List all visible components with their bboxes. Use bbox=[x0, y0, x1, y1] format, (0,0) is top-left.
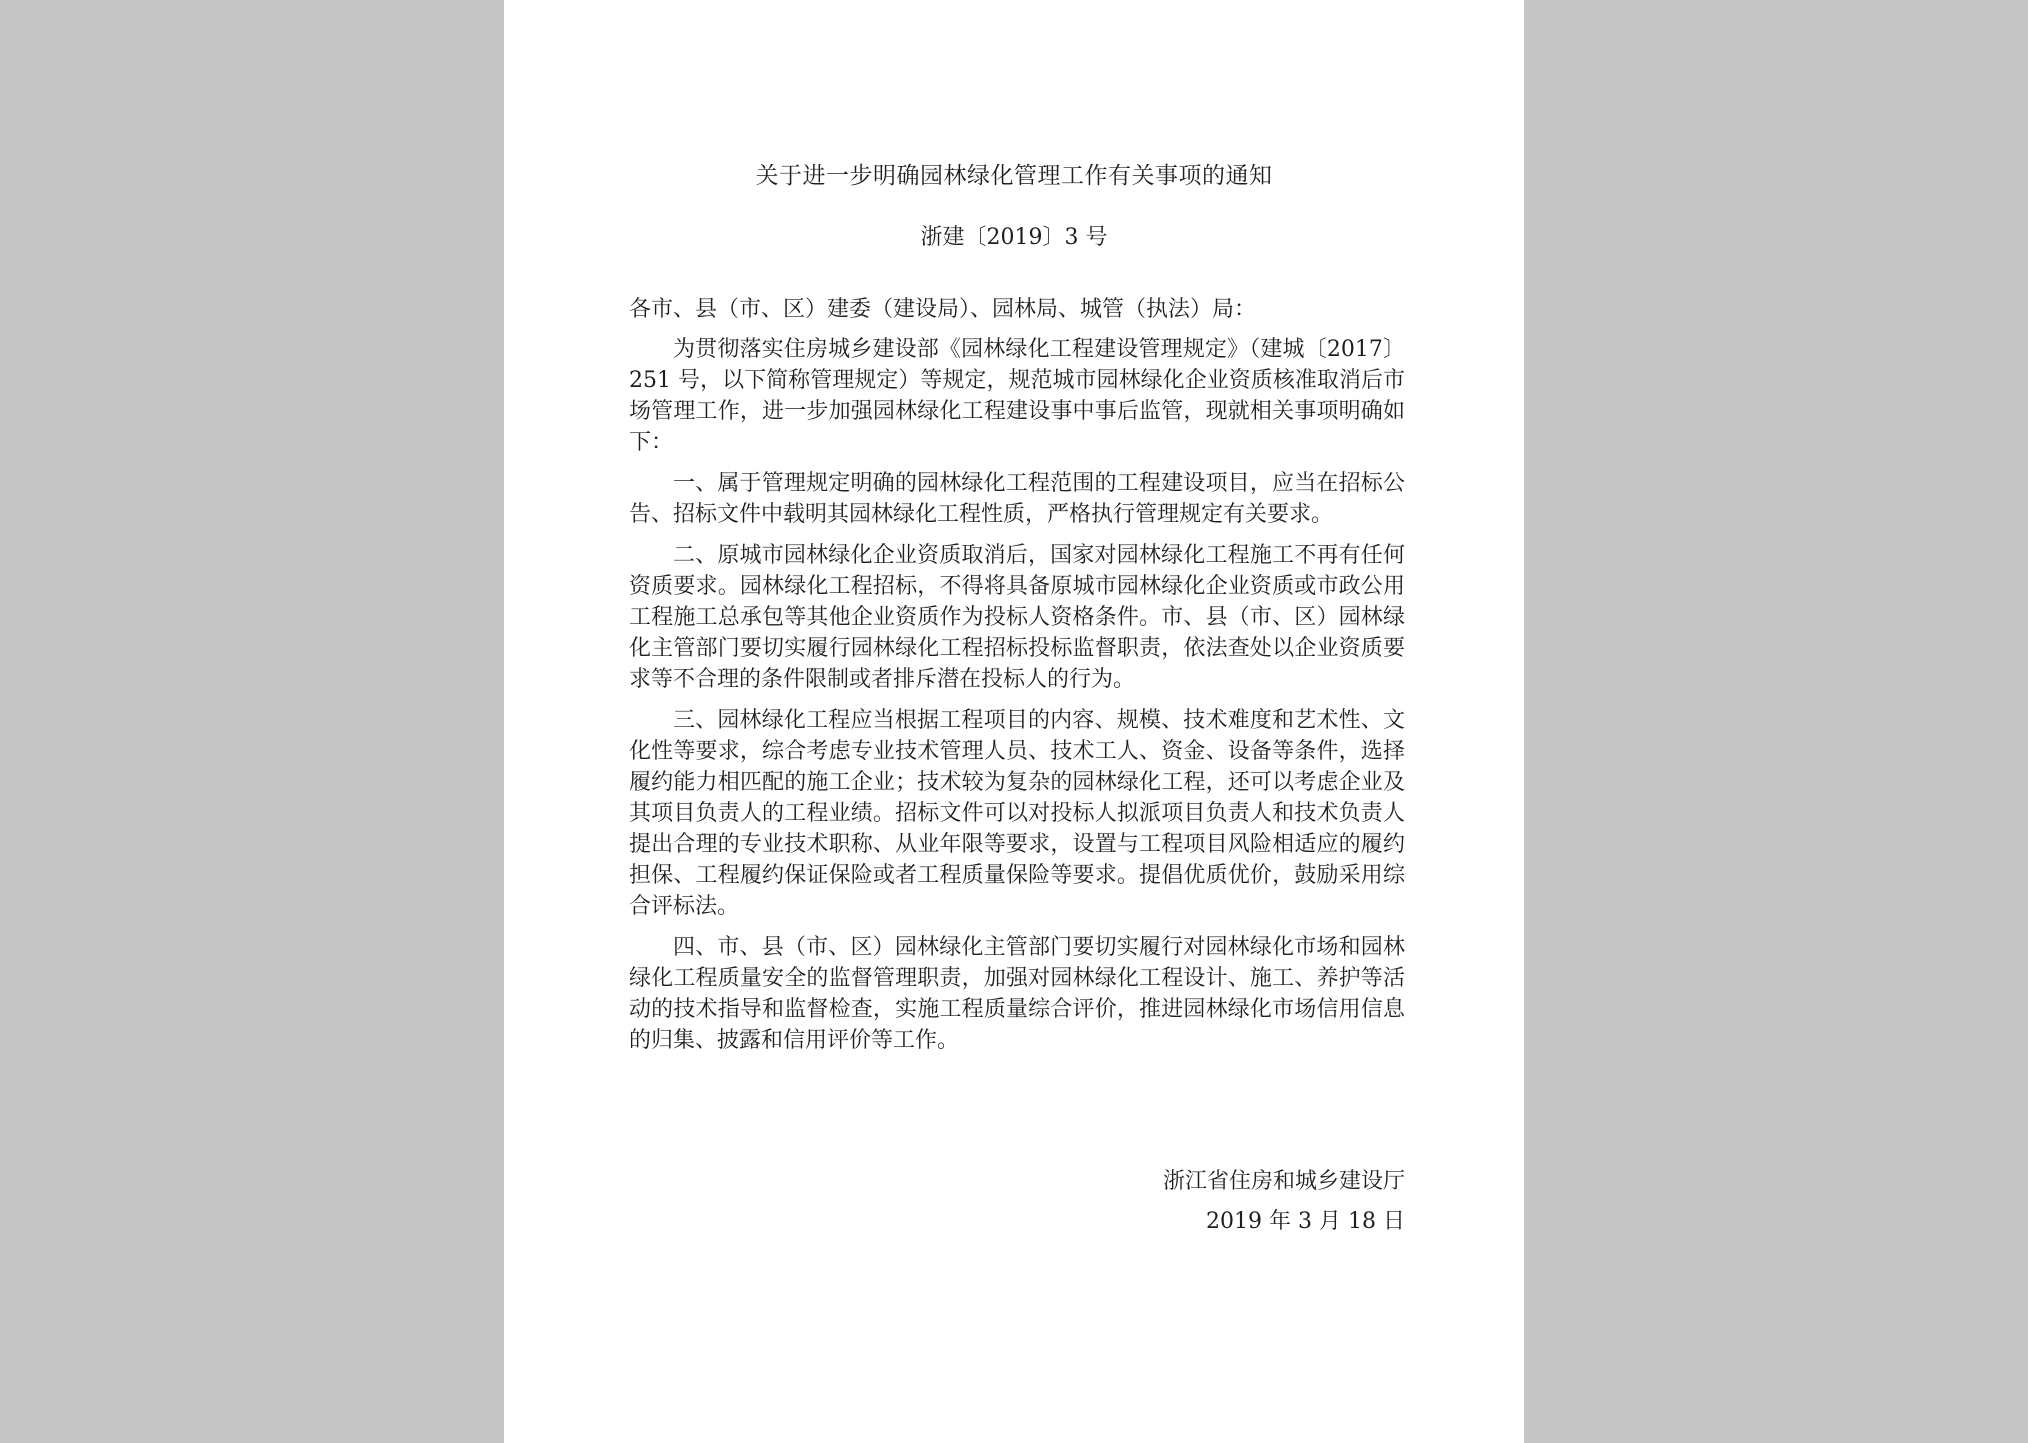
paragraph-item-3: 三、园林绿化工程应当根据工程项目的内容、规模、技术难度和艺术性、文化性等要求，综合考虑专业技术管理人员、技术工人、资金、设备等条件，选择履约能力相匹配的施工企业；技术较为复杂的园林绿化工程，还可以考虑企业及其项目负责人的工程业绩。招标文件可以对投标人拟派项目负责人和技术负责人提出合理的专业技术职称、从业年限等要求，设置与工程项目风险相适应的履约担保、工程履约保证保险或者工程质量保险等要求。提倡优质优价，鼓励采用综合评标法。 bbox=[629, 708, 1405, 919]
signature-block bbox=[1163, 1166, 1405, 1246]
document-title: 关于进一步明确园林绿化管理工作有关事项的通知 bbox=[755, 163, 1273, 189]
paragraph-item-2: 二、原城市园林绿化企业资质取消后，国家对园林绿化工程施工不再有任何资质要求。园林绿化工程招标，不得将具备原城市园林绿化企业资质或市政公用工程施工总承包等其他企业资质作为投标人资格条件。市、县（市、区）园林绿化主管部门要切实履行园林绿化工程招标投标监督职责，依法查处以企业资质要求等不合理的条件限制或者排斥潜在投标人的行为。 bbox=[629, 543, 1405, 692]
document-body bbox=[629, 334, 1405, 1066]
addressee: 各市、县（市、区）建委（建设局）、园林局、城管（执法）局： bbox=[629, 297, 1257, 322]
document-page bbox=[504, 0, 1524, 1443]
paragraph-intro: 为贯彻落实住房城乡建设部《园林绿化工程建设管理规定》（建城〔2017〕251 号，以下简称管理规定）等规定，规范城市园林绿化企业资质核准取消后市场管理工作，进一步加强园林绿化工程建设事中事后监管，现就相关事项明确如下： bbox=[629, 337, 1405, 455]
paragraph-item-1: 一、属于管理规定明确的园林绿化工程范围的工程建设项目，应当在招标公告、招标文件中载明其园林绿化工程性质，严格执行管理规定有关要求。 bbox=[629, 471, 1405, 527]
issuer-name: 浙江省住房和城乡建设厅 bbox=[1162, 1169, 1405, 1194]
paragraph-item-4: 四、市、县（市、区）园林绿化主管部门要切实履行对园林绿化市场和园林绿化工程质量安全的监督管理职责，加强对园林绿化工程设计、施工、养护等活动的技术指导和监督检查，实施工程质量综合评价，推进园林绿化市场信用信息的归集、披露和信用评价等工作。 bbox=[629, 935, 1405, 1053]
document-number: 浙建〔2019〕3 号 bbox=[920, 225, 1108, 250]
issue-date: 2019 年 3 月 18 日 bbox=[1206, 1209, 1405, 1234]
